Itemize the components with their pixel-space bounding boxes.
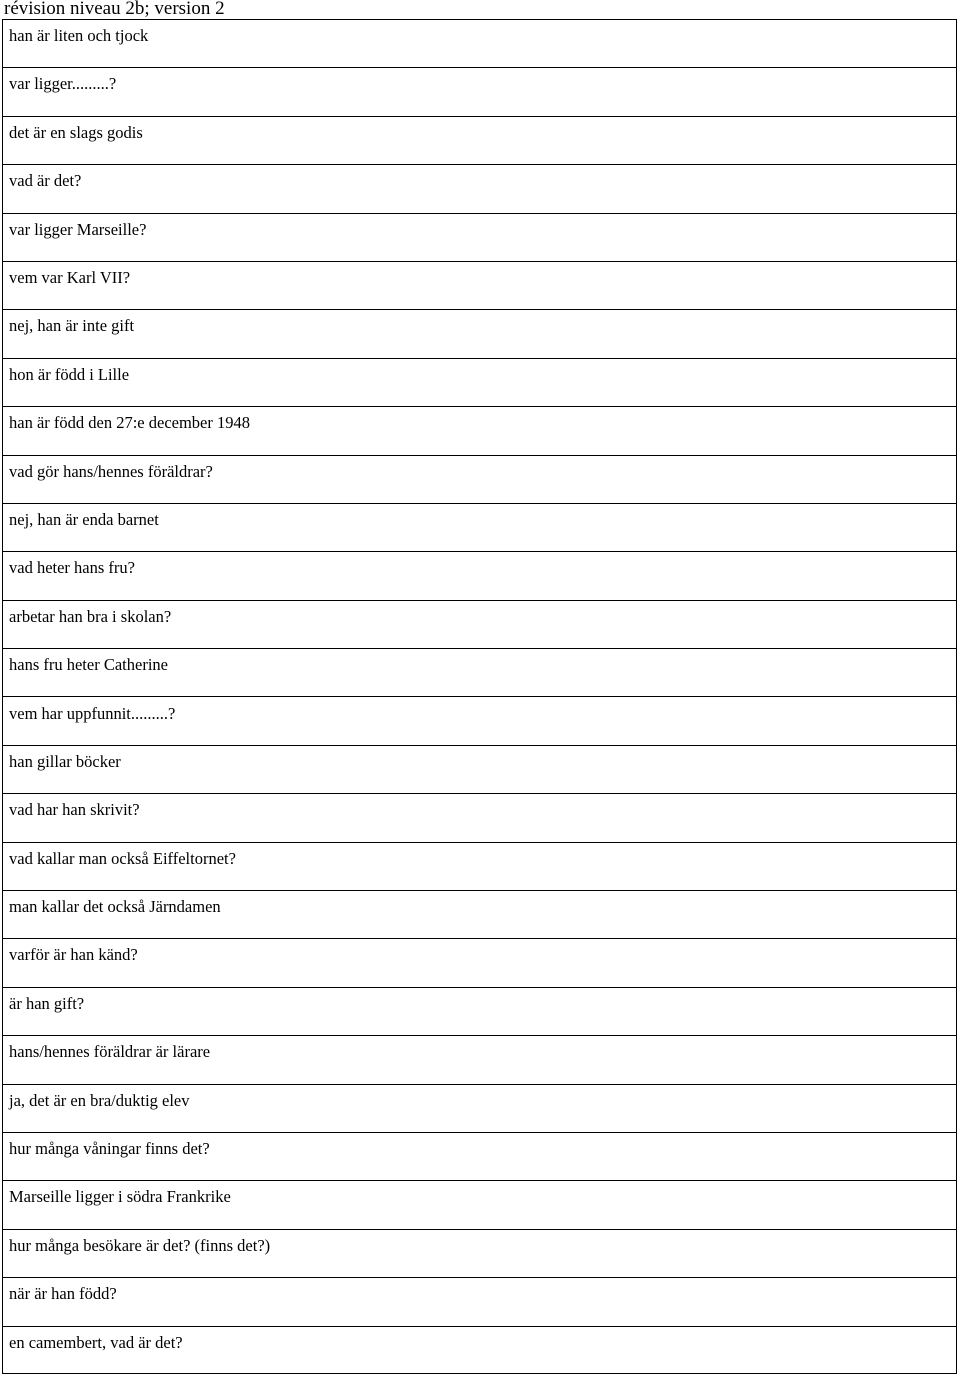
table-row: han gillar böcker	[3, 746, 956, 794]
table-row: det är en slags godis	[3, 117, 956, 165]
page-title: révision niveau 2b; version 2	[4, 0, 225, 19]
table-row: vad är det?	[3, 165, 956, 213]
table-row: vem var Karl VII?	[3, 262, 956, 310]
table-row: man kallar det också Järndamen	[3, 891, 956, 939]
table-row: hon är född i Lille	[3, 359, 956, 407]
table-row: var ligger Marseille?	[3, 214, 956, 262]
table-row: vad heter hans fru?	[3, 552, 956, 600]
table-row: nej, han är enda barnet	[3, 504, 956, 552]
table-row: nej, han är inte gift	[3, 310, 956, 358]
table-row: han är född den 27:e december 1948	[3, 407, 956, 455]
table-row: vem har uppfunnit.........?	[3, 698, 956, 746]
table-row: Marseille ligger i södra Frankrike	[3, 1181, 956, 1229]
table-row: är han gift?	[3, 988, 956, 1036]
table-row: ja, det är en bra/duktig elev	[3, 1085, 956, 1133]
table-row: vad har han skrivit?	[3, 794, 956, 842]
table-row: vad gör hans/hennes föräldrar?	[3, 456, 956, 504]
table-row: när är han född?	[3, 1278, 956, 1326]
table-row: en camembert, vad är det?	[9, 1332, 183, 1352]
table-row: arbetar han bra i skolan?	[3, 601, 956, 649]
table-row: hur många våningar finns det?	[3, 1133, 956, 1181]
table-row: han är liten och tjock	[3, 20, 956, 68]
table-row: vad kallar man också Eiffeltornet?	[3, 843, 956, 891]
table-row: hur många besökare är det? (finns det?)	[3, 1230, 956, 1278]
table-row: hans fru heter Catherine	[3, 649, 956, 697]
table-row: hans/hennes föräldrar är lärare	[3, 1036, 956, 1084]
table-row: varför är han känd?	[3, 939, 956, 987]
table-row: var ligger.........?	[3, 68, 956, 116]
revision-table	[2, 19, 957, 1374]
